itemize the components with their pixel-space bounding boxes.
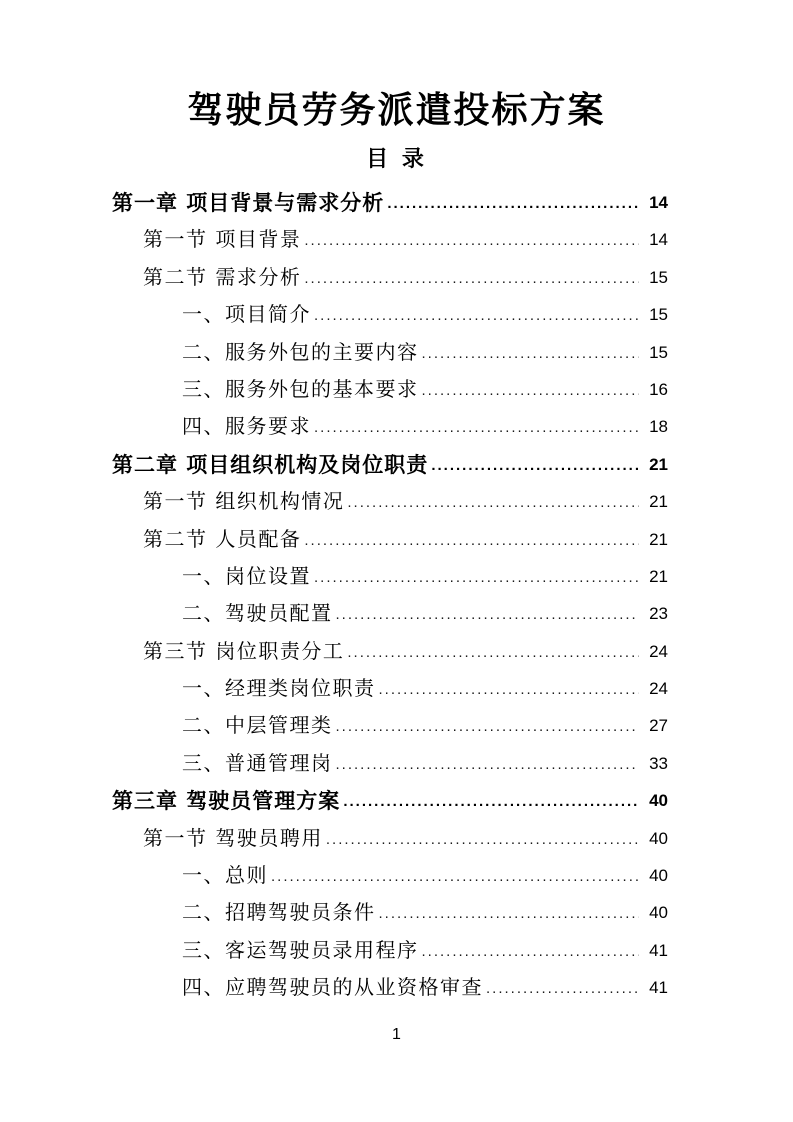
toc-entry-page: 24 — [649, 641, 668, 661]
toc-entry[interactable] — [112, 595, 668, 632]
toc-entry-label: 一、经理类岗位职责 — [182, 676, 376, 701]
toc-entry-label: 第一节 项目背景 — [143, 227, 302, 252]
toc-entry[interactable] — [112, 296, 668, 333]
toc-leader-dots — [326, 820, 639, 857]
toc-leader-dots — [343, 782, 639, 819]
toc-entry[interactable] — [112, 483, 668, 520]
toc-entry[interactable] — [112, 782, 668, 819]
toc-entry[interactable] — [112, 184, 668, 221]
toc-leader-dots — [314, 558, 639, 595]
toc-entry-label: 第一章 项目背景与需求分析 — [112, 190, 385, 215]
toc-leader-dots — [347, 483, 639, 520]
toc-entry-page: 40 — [649, 903, 668, 923]
toc-entry[interactable] — [112, 371, 668, 408]
toc-entry-label: 一、岗位设置 — [182, 563, 311, 588]
toc-entry[interactable] — [112, 221, 668, 258]
toc-entry-page: 41 — [649, 978, 668, 998]
toc-entry-page: 21 — [649, 529, 668, 549]
toc-entry-label: 二、驾驶员配置 — [182, 601, 333, 626]
toc-entry[interactable] — [112, 408, 668, 445]
toc-entry-page: 14 — [649, 193, 668, 212]
toc-leader-dots — [486, 969, 639, 1006]
toc-entry-page: 27 — [649, 716, 668, 736]
toc-leader-dots — [314, 296, 639, 333]
toc-heading: 目 录 — [366, 146, 427, 172]
toc-leader-dots — [336, 595, 640, 632]
toc-entry-label: 二、招聘驾驶员条件 — [182, 900, 376, 925]
toc-entry[interactable] — [112, 969, 668, 1006]
toc-entry-label: 一、项目简介 — [182, 302, 311, 327]
toc-entry-label: 二、中层管理类 — [182, 713, 333, 738]
toc-entry-label: 第二节 需求分析 — [143, 264, 302, 289]
toc-entry-page: 21 — [649, 566, 668, 586]
toc-entry-label: 第三节 岗位职责分工 — [143, 638, 345, 663]
toc-entry-label: 第一节 组织机构情况 — [143, 489, 345, 514]
toc-entry-label: 四、应聘驾驶员的从业资格审查 — [182, 975, 483, 1000]
toc-entry-page: 21 — [649, 492, 668, 512]
toc-leader-dots — [304, 521, 639, 558]
toc-leader-dots — [422, 371, 640, 408]
toc-leader-dots — [422, 334, 640, 371]
toc-leader-dots — [336, 707, 640, 744]
toc-entry[interactable] — [112, 707, 668, 744]
toc-entry-label: 三、普通管理岗 — [182, 750, 333, 775]
toc-entry-label: 二、服务外包的主要内容 — [182, 339, 419, 364]
toc-leader-dots — [379, 894, 640, 931]
toc-entry-label: 第三章 驾驶员管理方案 — [112, 788, 341, 814]
toc-entry-page: 40 — [649, 791, 668, 811]
document-title: 驾驶员劳务派遣投标方案 — [187, 89, 606, 131]
toc-entry-page: 16 — [649, 379, 668, 399]
toc-entry-label: 一、总则 — [182, 863, 268, 888]
toc-entry[interactable] — [112, 633, 668, 670]
toc-entry[interactable] — [112, 521, 668, 558]
toc-entry[interactable] — [112, 820, 668, 857]
toc-entry[interactable] — [112, 334, 668, 371]
toc-list — [0, 184, 668, 1007]
toc-entry[interactable] — [112, 558, 668, 595]
toc-leader-dots — [336, 745, 640, 782]
toc-entry-page: 33 — [649, 753, 668, 773]
toc-leader-dots — [431, 446, 639, 483]
footer-page-number: 1 — [392, 1026, 401, 1043]
toc-entry-label: 第一节 驾驶员聘用 — [143, 825, 323, 850]
toc-leader-dots — [379, 670, 640, 707]
toc-entry[interactable] — [112, 857, 668, 894]
toc-entry-page: 21 — [649, 454, 668, 474]
toc-entry-label: 三、服务外包的基本要求 — [182, 376, 419, 401]
toc-leader-dots — [304, 259, 639, 296]
toc-entry-page: 15 — [649, 342, 668, 362]
toc-entry-label: 第二节 人员配备 — [143, 526, 302, 551]
toc-entry-page: 24 — [649, 679, 668, 699]
toc-leader-dots — [304, 221, 639, 258]
toc-entry[interactable] — [112, 894, 668, 931]
toc-entry[interactable] — [112, 932, 668, 969]
toc-leader-dots — [422, 932, 640, 969]
toc-entry-label: 三、客运驾驶员录用程序 — [182, 937, 419, 962]
toc-leader-dots — [314, 408, 639, 445]
toc-entry[interactable] — [112, 745, 668, 782]
toc-entry[interactable] — [112, 446, 668, 483]
toc-leader-dots — [387, 184, 639, 221]
toc-entry-label: 四、服务要求 — [182, 414, 311, 439]
toc-entry-page: 15 — [649, 267, 668, 287]
toc-entry-page: 40 — [649, 828, 668, 848]
toc-entry[interactable] — [112, 259, 668, 296]
toc-entry-page: 18 — [649, 417, 668, 437]
toc-leader-dots — [347, 633, 639, 670]
toc-entry-page: 41 — [649, 940, 668, 960]
toc-entry-label: 第二章 项目组织机构及岗位职责 — [112, 451, 429, 477]
toc-leader-dots — [271, 857, 639, 894]
toc-entry-page: 40 — [649, 866, 668, 886]
toc-entry-page: 15 — [649, 305, 668, 325]
toc-entry-page: 23 — [649, 604, 668, 624]
toc-entry[interactable] — [112, 670, 668, 707]
toc-entry-page: 14 — [649, 230, 668, 250]
